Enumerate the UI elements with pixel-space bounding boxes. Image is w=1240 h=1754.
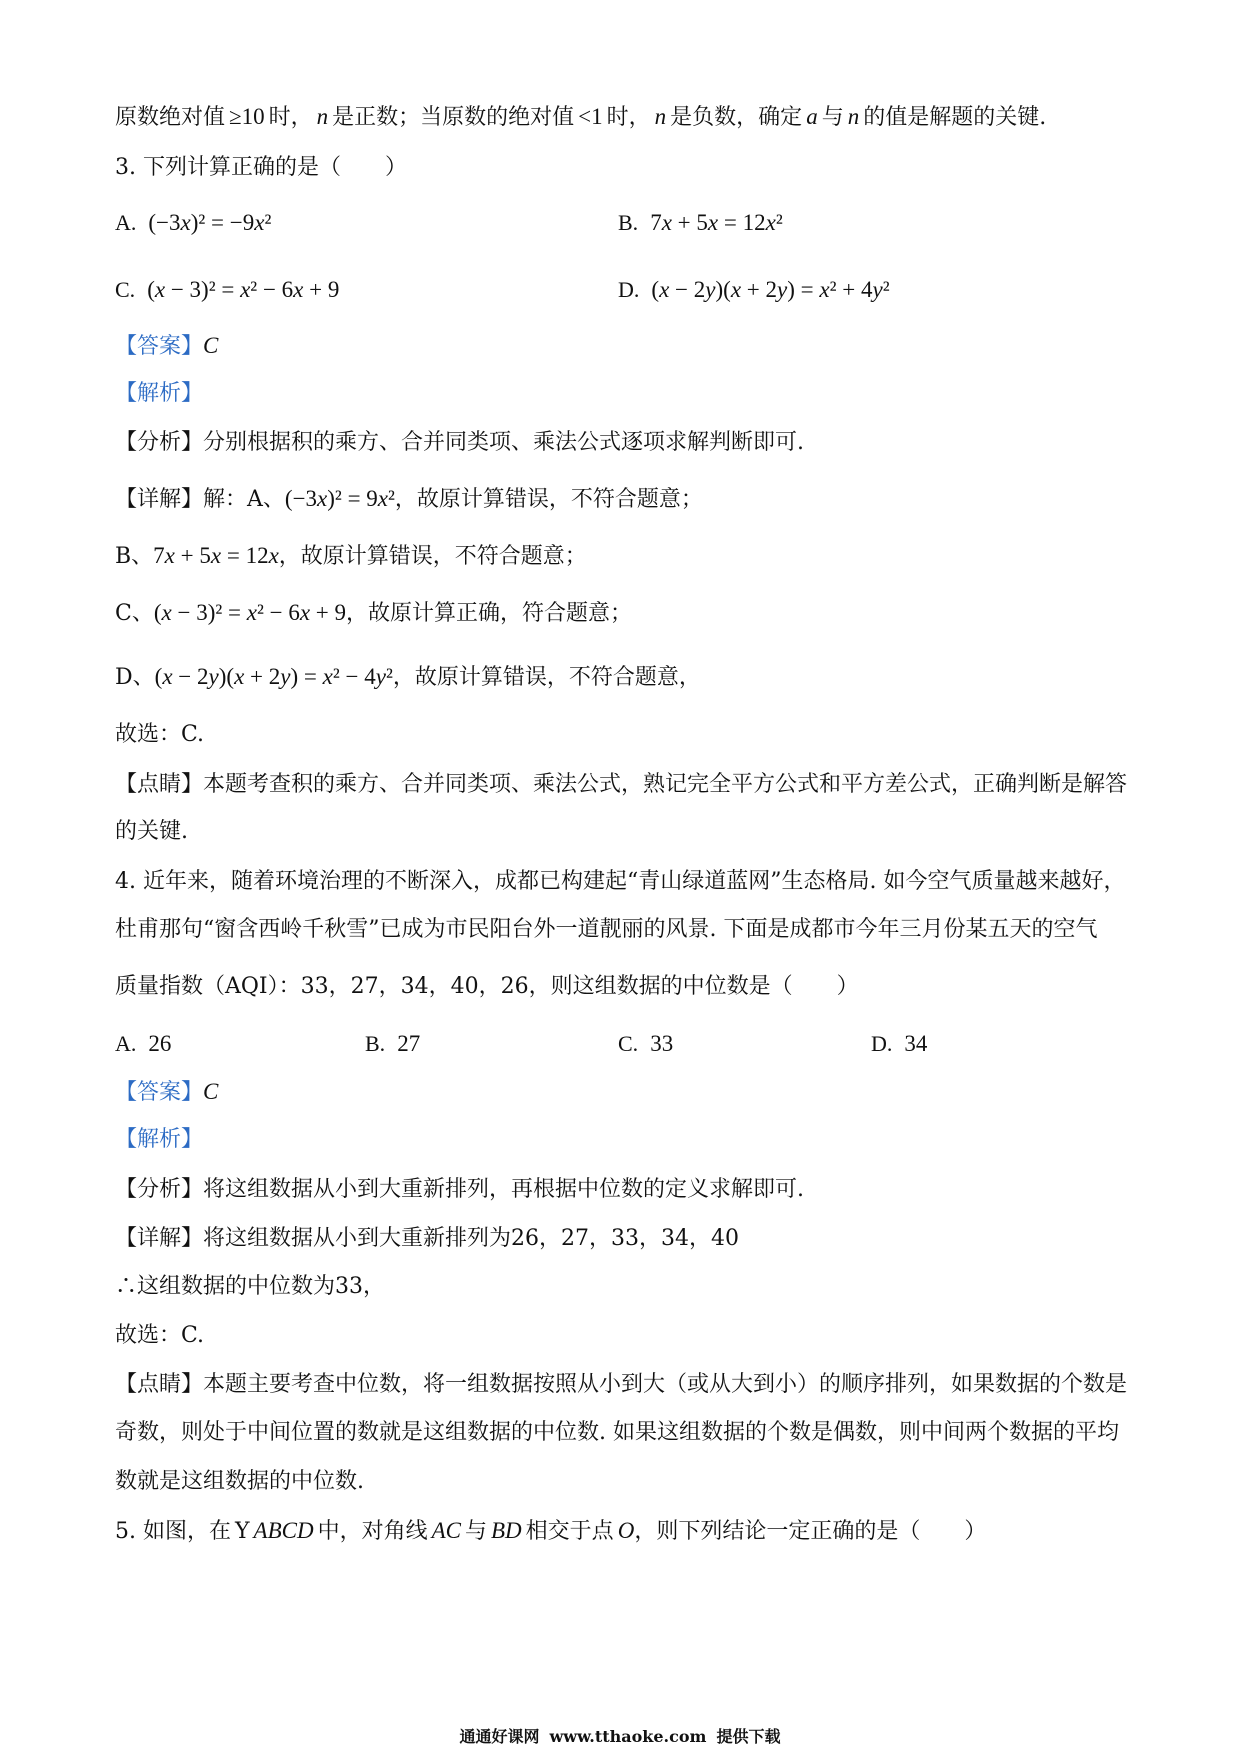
detail-suffix: ，故原计算错误，不符合题意，: [392, 665, 701, 690]
q4-option-b: [365, 1030, 420, 1059]
footer-site-name: 通通好课网: [459, 1727, 540, 1746]
option-label: C.: [115, 277, 136, 302]
inline-math: a: [806, 104, 818, 129]
detail-suffix: ，故原计算正确，符合题意；: [346, 601, 633, 626]
q4-answer: [115, 1078, 218, 1107]
option-label: D.: [618, 277, 640, 302]
option-value: 27: [397, 1031, 421, 1056]
detail-expression: 7x + 5x = 12x: [153, 543, 279, 568]
q4-option-d: [871, 1030, 927, 1059]
option-expression: (x − 3)² = x² − 6x + 9: [147, 277, 340, 302]
intro-line: [115, 103, 1046, 132]
detail-prefix: B、: [115, 544, 154, 569]
inline-math: ≥10: [229, 104, 265, 129]
detail-prefix: D、: [115, 665, 155, 690]
comment-tag: 【点睛】: [115, 772, 204, 797]
comment-text: 本题主要考查中位数，将一组数据按照从小到大（或从大到小）的顺序排列，如果数据的个数是: [203, 1372, 1128, 1397]
q4-analysis: [115, 1176, 804, 1204]
q3-option-c: [115, 276, 339, 305]
q3-stem: 3. 下列计算正确的是（ ）: [115, 155, 407, 180]
q3-comment-line-2: 的关键.: [115, 819, 188, 844]
detail-tag: 【详解】: [115, 1226, 204, 1251]
option-value: 26: [148, 1031, 172, 1056]
answer-tag: 【答案】: [115, 1080, 204, 1105]
q4-comment-line-3: 数就是这组数据的中位数.: [115, 1469, 364, 1494]
parallelogram-symbol: Y: [234, 1519, 250, 1544]
q4-option-c: [618, 1030, 673, 1059]
q4-solution-tag: 【解析】: [115, 1127, 204, 1152]
detail-text: 将这组数据从小到大重新排列为26，27，33，34，40: [203, 1226, 739, 1251]
option-expression: (x − 2y)(x + 2y) = x² + 4y²: [651, 277, 890, 302]
answer-value: C: [203, 333, 219, 358]
inline-math: ABCD: [253, 1518, 314, 1543]
comment-text: 本题考查积的乘方、合并同类项、乘法公式，熟记完全平方公式和平方差公式，正确判断是解答: [203, 772, 1128, 797]
answer-tag: 【答案】: [115, 334, 204, 359]
q3-detail-line-b: [115, 542, 587, 571]
inline-math: O: [617, 1518, 635, 1543]
detail-expression: (x − 2y)(x + 2y) = x² − 4y²: [154, 664, 393, 689]
q3-option-a: [115, 209, 271, 238]
inline-math: BD: [491, 1518, 522, 1543]
q3-conclusion: 故选：C.: [115, 722, 205, 747]
q4-stem-line-1: 4. 近年来，随着环境治理的不断深入，成都已构建起“青山绿道蓝网”生态格局. 如今空气质量越来越好，: [115, 869, 1126, 894]
detail-suffix: ，故原计算错误，不符合题意；: [278, 544, 587, 569]
detail-expression: (−3x)² = 9x²: [284, 486, 395, 511]
q5-stem: [115, 1517, 986, 1546]
q3-solution-tag: 【解析】: [115, 381, 204, 406]
answer-value: C: [203, 1079, 219, 1104]
q4-detail-line-2: ∴这组数据的中位数为33，: [115, 1274, 385, 1299]
intro-text: 的值是解题的关键.: [863, 105, 1047, 130]
q3-analysis: [115, 429, 804, 457]
intro-text: 时，: [268, 105, 313, 130]
footer-action: 提供下载: [716, 1727, 781, 1746]
inline-math: n: [847, 104, 860, 129]
q3-option-d: [618, 276, 890, 305]
footer-url: www.tthaoke.com: [549, 1727, 707, 1746]
inline-math: AC: [431, 1518, 461, 1543]
analysis-text: 将这组数据从小到大重新排列，再根据中位数的定义求解即可.: [203, 1177, 805, 1202]
q4-conclusion: 故选：C.: [115, 1323, 205, 1348]
intro-text: 是负数，确定: [670, 105, 803, 130]
detail-tag: 【详解】: [115, 487, 204, 512]
option-expression: 7x + 5x = 12x²: [650, 210, 783, 235]
q3-detail-line-d: [115, 663, 701, 692]
q4-comment-line-2: 奇数，则处于中间位置的数就是这组数据的中位数. 如果这组数据的个数是偶数，则中间两个数据的平均: [115, 1420, 1119, 1445]
q5-text: 中，对角线: [317, 1519, 428, 1544]
q3-comment-line-1: [115, 771, 1127, 799]
q4-stem-line-2: 杜甫那句“窗含西岭千秋雪”已成为市民阳台外一道靓丽的风景. 下面是成都市今年三月份某五天的空气: [115, 917, 1098, 942]
option-label: D.: [871, 1031, 893, 1056]
option-label: A.: [115, 210, 137, 235]
intro-text: 与: [821, 105, 844, 130]
inline-math: n: [316, 104, 329, 129]
q3-detail-line-a: [115, 485, 703, 514]
q5-text: ，则下列结论一定正确的是（ ）: [634, 1519, 987, 1544]
option-value: 33: [650, 1031, 674, 1056]
comment-tag: 【点睛】: [115, 1372, 204, 1397]
option-expression: (−3x)² = −9x²: [148, 210, 272, 235]
q5-text: 相交于点: [525, 1519, 614, 1544]
q4-comment-line-1: [115, 1371, 1127, 1399]
q4-detail-line-1: [115, 1225, 739, 1253]
analysis-tag: 【分析】: [115, 1177, 204, 1202]
option-value: 34: [904, 1031, 928, 1056]
analysis-tag: 【分析】: [115, 430, 204, 455]
q3-option-b: [618, 209, 783, 238]
q5-text: 与: [464, 1519, 487, 1544]
analysis-text: 分别根据积的乘方、合并同类项、乘法公式逐项求解判断即可.: [203, 430, 805, 455]
option-label: B.: [365, 1031, 386, 1056]
detail-prefix: C、: [115, 601, 154, 626]
option-label: A.: [115, 1031, 137, 1056]
inline-math: n: [654, 104, 667, 129]
intro-text: 原数绝对值: [115, 105, 226, 130]
option-label: C.: [618, 1031, 639, 1056]
intro-text: 是正数；当原数的绝对值: [332, 105, 575, 130]
q4-stem-line-3: 质量指数（AQI）：33，27，34，40，26，则这组数据的中位数是（ ）: [115, 974, 859, 999]
q3-detail-line-c: [115, 599, 632, 628]
detail-suffix: ，故原计算错误，不符合题意；: [394, 487, 703, 512]
option-label: B.: [618, 210, 639, 235]
q5-text: 5. 如图，在: [115, 1519, 231, 1544]
intro-text: 时，: [606, 105, 651, 130]
q4-option-a: [115, 1030, 171, 1059]
detail-expression: (x − 3)² = x² − 6x + 9: [153, 600, 347, 625]
detail-prefix: 解：A、: [203, 487, 285, 512]
page-footer: [0, 1727, 1240, 1747]
q3-answer: [115, 332, 218, 361]
inline-math: <1: [578, 104, 603, 129]
